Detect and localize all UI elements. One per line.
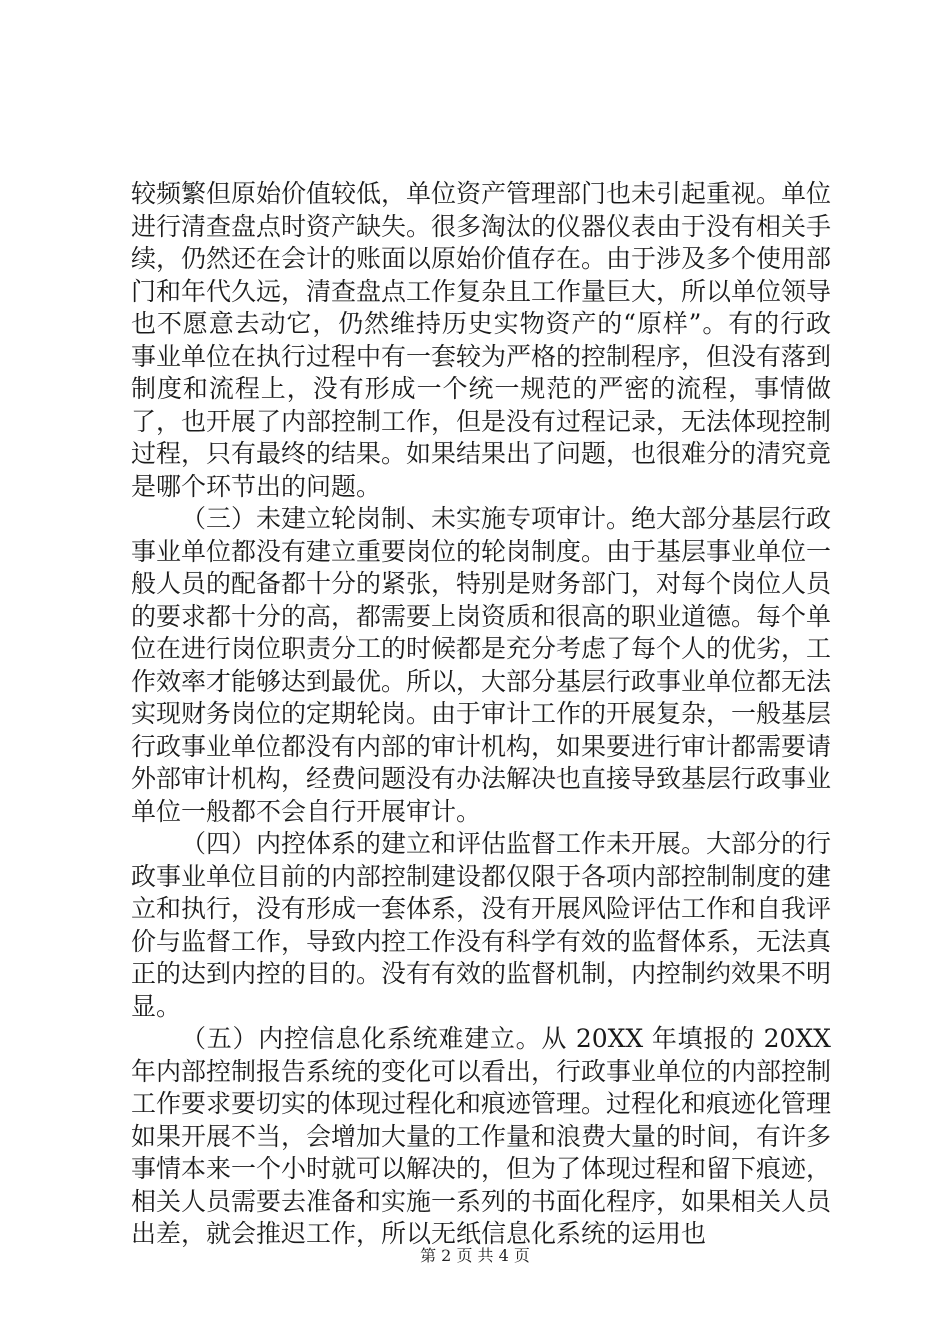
paragraph-section-3: （三）未建立轮岗制、未实施专项审计。绝大部分基层行政事业单位都没有建立重要岗位的轮岗制度。由于基层事业单位一般人员的配备都十分的紧张，特别是财务部门，对每个岗位人员的要求都十分的高，都需要上岗资质和很高的职业道德。每个单位在进行岗位职责分工的时候都是充分考虑了每个人的优劣，工作效率才能够达到最优。所以，大部分基层行政事业单位都无法实现财务岗位的定期轮岗。由于审计工作的开展复杂，一般基层行政事业单位都没有内部的审计机构，如果要进行审计都需要请外部审计机构，经费问题没有办法解决也直接导致基层行政事业单位一般都不会自行开展审计。 bbox=[131, 504, 832, 826]
paragraph-section-4: （四）内控体系的建立和评估监督工作未开展。大部分的行政事业单位目前的内部控制建设都仅限于各项内部控制制度的建立和执行，没有形成一套体系，没有开展风险评估工作和自我评价与监督工作，导致内控工作没有科学有效的监督体系，无法真正的达到内控的目的。没有有效的监督机制，内控制约效果不明显。 bbox=[131, 829, 832, 1021]
paragraph-section-5: （五）内控信息化系统难建立。从 20XX 年填报的 20XX 年内部控制报告系统的变化可以看出，行政事业单位的内部控制工作要求要切实的体现过程化和痕迹管理。过程化和痕迹化管理如果开展不当，会增加大量的工作量和浪费大量的时间，有许多事情本来一个小时就可以解决的，但为了体现过程和留下痕迹，相关人员需要去准备和实施一系列的书面化程序，如果相关人员出差，就会推迟工作，所以无纸信息化系统的运用也 bbox=[131, 1024, 832, 1248]
document-body bbox=[131, 178, 831, 1251]
page-footer: 第 2 页 共 4 页 bbox=[420, 1246, 530, 1265]
paragraph-continuation: 较频繁但原始价值较低，单位资产管理部门也未引起重视。单位进行清查盘点时资产缺失。很多淘汰的仪器仪表由于没有相关手续，仍然还在会计的账面以原始价值存在。由于涉及多个使用部门和年代久远，清查盘点工作复杂且工作量巨大，所以单位领导也不愿意去动它，仍然维持历史实物资产的“原样”。有的行政事业单位在执行过程中有一套较为严格的控制程序，但没有落到制度和流程上，没有形成一个统一规范的严密的流程，事情做了，也开展了内部控制工作，但是没有过程记录，无法体现控制过程，只有最终的结果。如果结果出了问题，也很难分的清究竟是哪个环节出的问题。 bbox=[131, 179, 832, 501]
